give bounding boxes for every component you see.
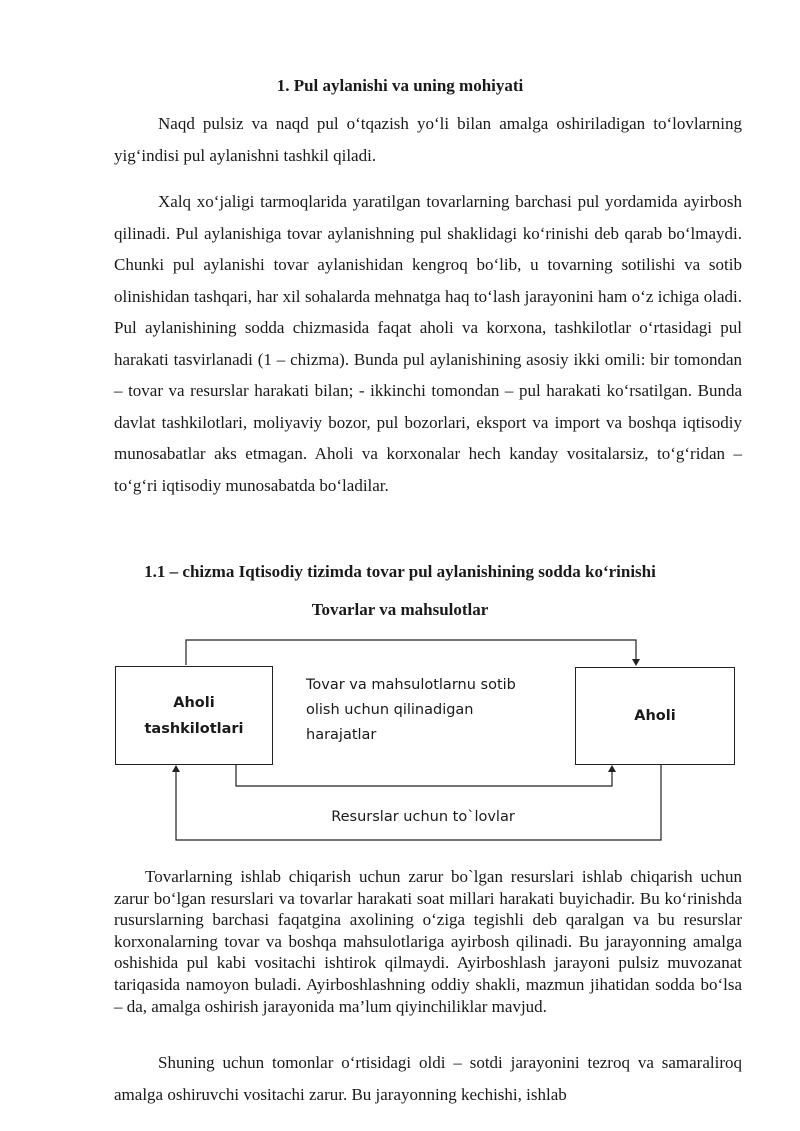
section-heading: 1. Pul aylanishi va uning mohiyati	[276, 76, 524, 95]
middle-expense-label: Tovar va mahsulotlarnu sotib olish uchun qilinadigan harajatlar	[306, 677, 516, 743]
paragraph-4: Shuning uchun tomonlar o‘rtisidagi oldi – sotdi jarayonini tezroq va samaraliroq amalga oshiruvchi vositachi zarur. Bu jarayonning kechishi, ishlab	[114, 1053, 742, 1104]
left-box-aholi-tashkilotlari	[115, 666, 273, 765]
inner-flow-arrow	[236, 764, 612, 786]
bottom-payments-label: Resurslar uchun to`lovlar	[331, 809, 515, 825]
paragraph-1: Naqd pulsiz va naqd pul o‘tqazish yo‘li bilan amalga oshiriladigan to‘lovlarning yig‘indisi pul aylanishni tashkil qiladi.	[114, 114, 742, 165]
diagram-caption: 1.1 – chizma Iqtisodiy tizimda tovar pul aylanishining sodda ko‘rinishi	[144, 562, 656, 581]
paragraph-3: Tovarlarning ishlab chiqarish uchun zarur bo`lgan resurslari ishlab chiqarish uchun zarur bo‘lgan resurslari va tovarlar harakati soat millari harakati buyichadir. Bu ko‘rinishda rusurslarning barchasi faqatgina axolining o‘ziga tegishli deb qaralgan va bu resurslar korxonalarning tovar va boshqa mahsulotlariga ayirbosh qilinadi. Bu jarayonning amalga oshishida pul kabi vositachi ishtirok qilmaydi. Ayirboshlash jarayoni pulsiz muvozanat tariqasida namoyon buladi. Ayirboshlashning oddiy shakli, mazmun jihatidan sodda bo‘lsa – da, amalga oshirish jarayonida ma’lum qiyinchiliklar mavjud.	[114, 867, 742, 1016]
top-flow-arrow	[186, 640, 636, 665]
left-box-label: Aholi tashkilotlari	[144, 694, 244, 737]
diagram-top-label: Tovarlar va mahsulotlar	[311, 600, 489, 619]
right-box-label: Aholi	[634, 708, 676, 724]
paragraph-2: Xalq xo‘jaligi tarmoqlarida yaratilgan tovarlarning barchasi pul yordamida ayirbosh qilinadi. Pul aylanishiga tovar aylanishning pul shaklidagi ko‘rinishi deb qarab bo‘lmaydi. Chunki pul aylanishi tovar aylanishidan kengroq bo‘lib, u tovarning sotilishi va sotib olinishidan tashqari, har xil sohalarda mehnatga haq to‘lash jarayonini ham o‘z ichiga oladi. Pul aylanishining sodda chizmasida faqat aholi va korxona, tashkilotlar o‘rtasidagi pul harakati tasvirlanadi (1 – chizma). Bunda pul aylanishining asosiy ikki omili: bir tomondan – tovar va resurslar harakati bilan; - ikkinchi tomondan – pul harakati ko‘rsatilgan. Bunda davlat tashkilotlari, moliyaviy bozor, pul bozorlari, eksport va import va boshqa iqtisodiy munosabatlar aks etmagan. Aholi va korxonalar hech kanday vositalarsiz, to‘g‘ridan – to‘g‘ri iqtisodiy munosabatda bo‘ladilar.	[114, 192, 742, 495]
right-box-aholi	[575, 667, 735, 765]
